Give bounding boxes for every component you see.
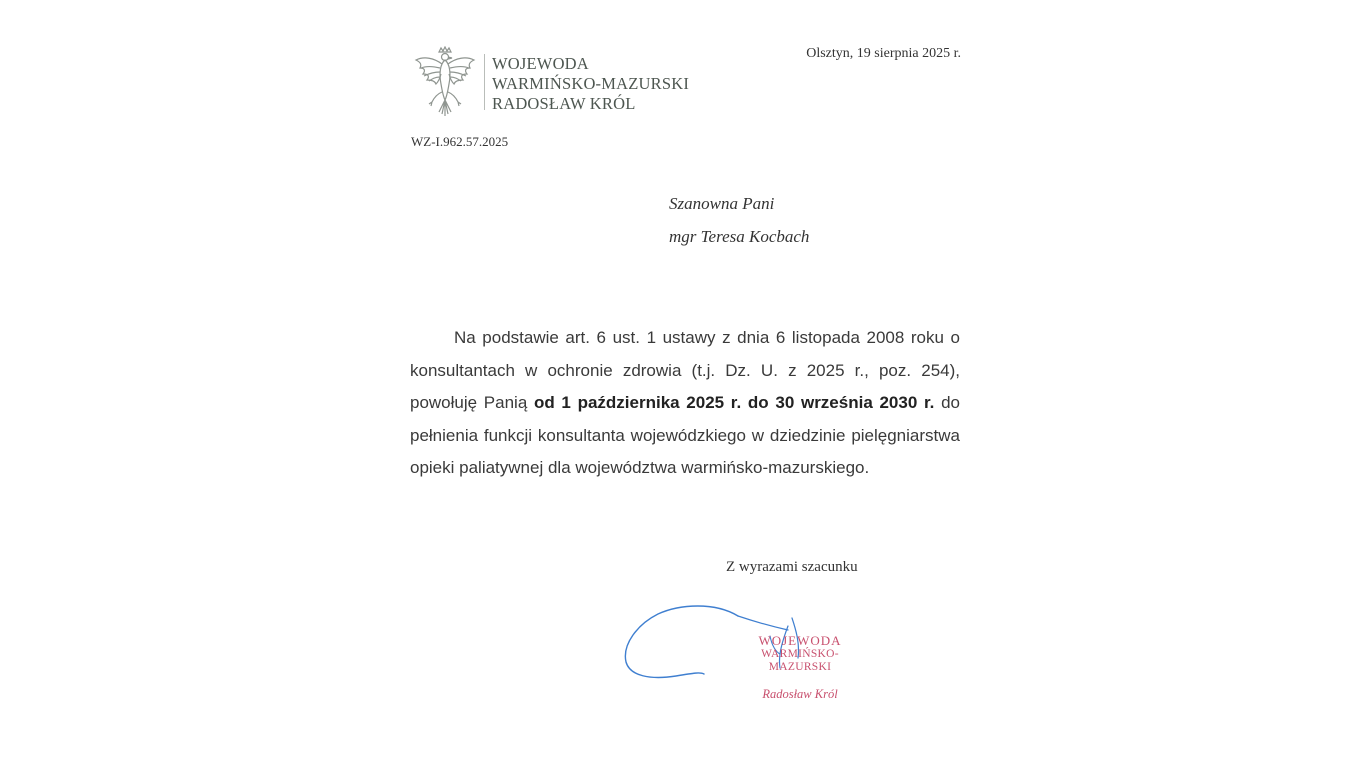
office-line-person: RADOSŁAW KRÓL: [492, 94, 636, 113]
reference-number: WZ-I.962.57.2025: [411, 134, 509, 149]
appointment-period: od 1 października 2025 r. do 30 września 2030 r.: [533, 393, 935, 413]
addressee: [669, 193, 809, 259]
salutation-line: Szanowna Pani: [669, 194, 775, 213]
stamp-region: WARMIŃSKO-MAZURSKI: [761, 648, 839, 673]
office-line-region: WARMIŃSKO-MAZURSKI: [492, 74, 690, 93]
body-paragraph: [410, 322, 960, 485]
letter-date: Olsztyn, 19 sierpnia 2025 r.: [806, 46, 961, 61]
body-text-end: do pełnienia funkcji konsultanta wojewódzkiego w dziedzinie pielęgniarstwa opieki paliatywnej dla województwa warmińsko-mazurskiego.: [410, 393, 960, 478]
body-text-start: Na podstawie art. 6 ust. 1 ustawy z dnia 6 listopada 2008 roku o konsultantach w ochronie zdrowia (t.j. Dz. U. z 2025 r., poz. 254), powołuję Panią: [410, 328, 960, 413]
letter-body: [410, 322, 960, 485]
official-stamp: [730, 634, 870, 701]
closing-phrase: Z wyrazami szacunku: [726, 559, 858, 575]
stamp-signatory: Radosław Król: [762, 687, 838, 701]
office-line-title: WOJEWODA: [492, 54, 589, 73]
stamp-title: WOJEWODA: [758, 633, 842, 648]
addressee-name: mgr Teresa Kocbach: [669, 227, 810, 246]
office-name: [492, 54, 752, 114]
header-divider: [484, 54, 485, 110]
polish-eagle-icon: [412, 46, 478, 120]
